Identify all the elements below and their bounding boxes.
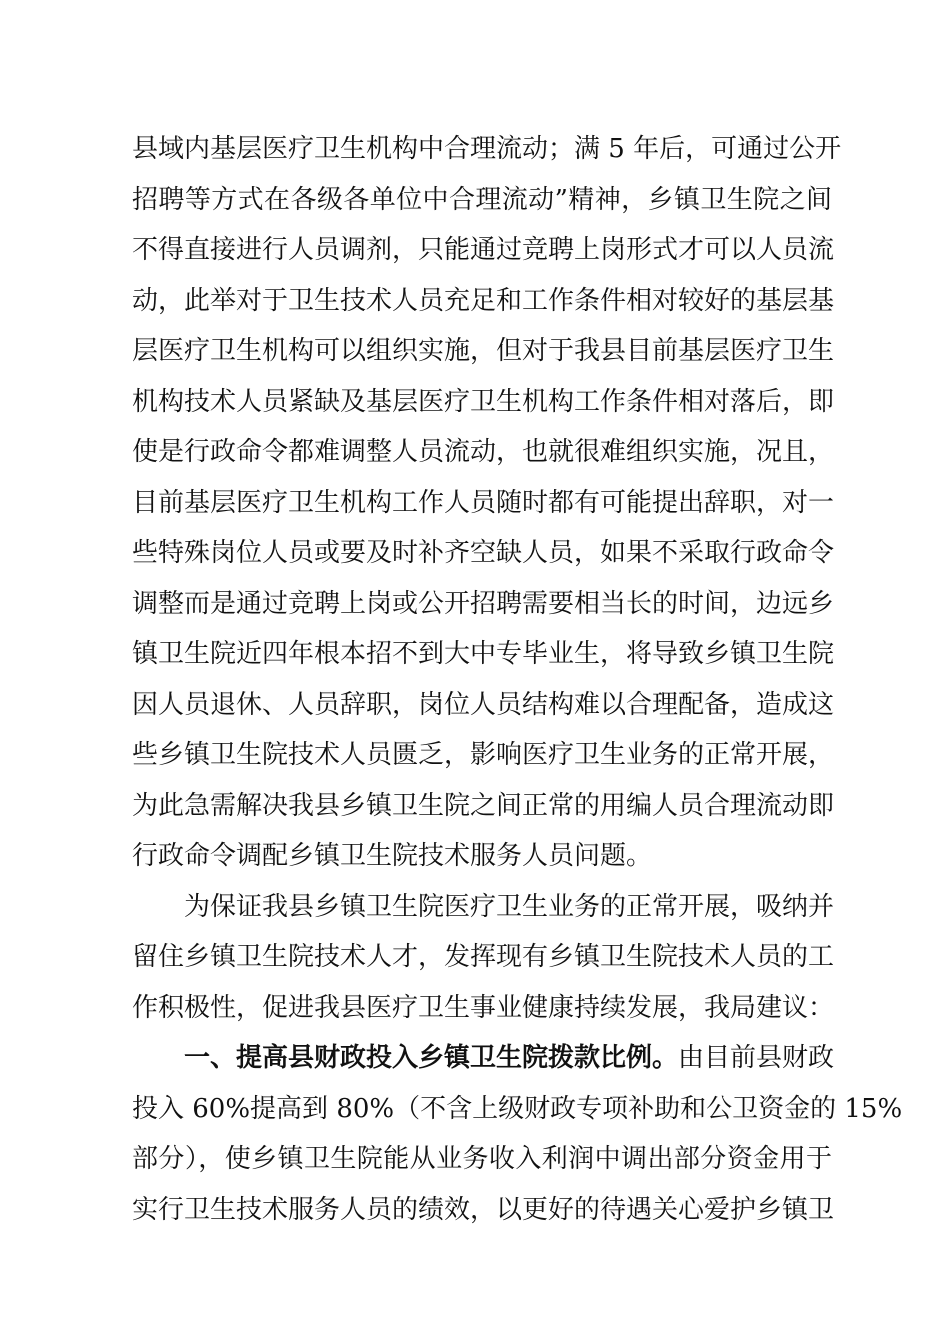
- text-line: [132, 1033, 835, 1084]
- section-heading: 一、提高县财政投入乡镇卫生院拨款比例。: [184, 1043, 679, 1073]
- text-line: 县域内基层医疗卫生机构中合理流动；满 5 年后，可通过公开: [132, 134, 842, 164]
- text-line: 些乡镇卫生院技术人员匮乏，影响医疗卫生业务的正常开展，: [132, 740, 835, 770]
- text-line: 为保证我县乡镇卫生院医疗卫生业务的正常开展，吸纳并: [184, 891, 835, 922]
- text-line: 机构技术人员紧缺及基层医疗卫生机构工作条件相对落后，即: [132, 386, 835, 417]
- text-line: 目前基层医疗卫生机构工作人员随时都有可能提出辞职，对一: [132, 487, 835, 518]
- paragraph-2: [132, 882, 835, 1034]
- paragraph-1: [132, 124, 842, 882]
- text-line: 镇卫生院近四年根本招不到大中专毕业生，将导致乡镇卫生院: [132, 639, 835, 669]
- paragraph-3: [132, 1033, 903, 1235]
- text-line: 投入 60%提高到 80%（不含上级财政专项补助和公卫资金的 15%: [132, 1093, 903, 1124]
- text-line: 调整而是通过竞聘上岗或公开招聘需要相当长的时间，边远乡: [132, 588, 835, 619]
- text-line: 留住乡镇卫生院技术人才，发挥现有乡镇卫生院技术人员的工: [132, 942, 835, 972]
- text-line: 招聘等方式在各级各单位中合理流动”精神，乡镇卫生院之间: [132, 184, 832, 215]
- text-line: 层医疗卫生机构可以组织实施，但对于我县目前基层医疗卫生: [132, 336, 835, 366]
- text-line: 实行卫生技术服务人员的绩效，以更好的待遇关心爱护乡镇卫: [132, 1194, 835, 1225]
- text-run: 由目前县财政: [678, 1043, 835, 1073]
- text-line: 使是行政命令都难调整人员流动，也就很难组织实施，况且，: [132, 437, 835, 467]
- document-body: [132, 124, 903, 1235]
- text-line: 些特殊岗位人员或要及时补齐空缺人员，如果不采取行政命令: [132, 538, 835, 568]
- text-line: 因人员退休、人员辞职，岗位人员结构难以合理配备，造成这: [132, 689, 835, 720]
- text-line: 部分），使乡镇卫生院能从业务收入利润中调出部分资金用于: [132, 1144, 832, 1174]
- text-line: 动，此举对于卫生技术人员充足和工作条件相对较好的基层基: [132, 285, 835, 316]
- text-line: 不得直接进行人员调剂，只能通过竞聘上岗形式才可以人员流: [132, 235, 835, 265]
- text-line: 作积极性，促进我县医疗卫生事业健康持续发展，我局建议：: [132, 992, 835, 1023]
- text-line: 为此急需解决我县乡镇卫生院之间正常的用编人员合理流动即: [132, 790, 835, 821]
- text-line: 行政命令调配乡镇卫生院技术服务人员问题。: [132, 841, 653, 871]
